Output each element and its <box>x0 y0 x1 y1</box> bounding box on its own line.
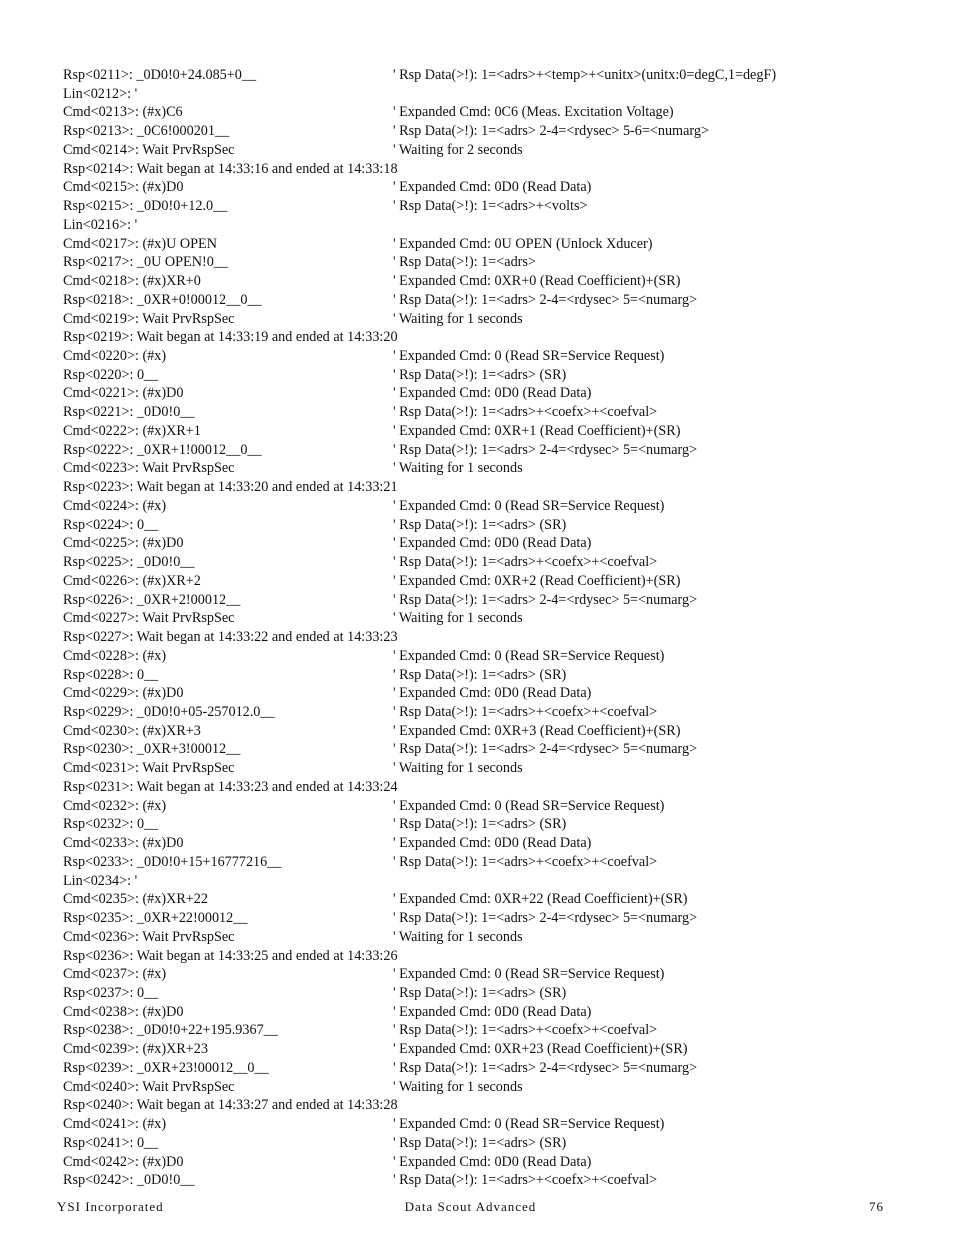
log-command: Rsp<0211>: _0D0!0+24.085+0__ <box>63 67 257 83</box>
log-comment: ' Expanded Cmd: 0 (Read SR=Service Request) <box>393 1116 665 1133</box>
log-line <box>63 703 893 722</box>
log-comment: ' Waiting for 1 seconds <box>393 760 523 777</box>
log-line <box>63 815 893 834</box>
log-line <box>63 366 893 385</box>
log-line <box>63 403 893 422</box>
log-command: Rsp<0239>: _0XR+23!00012__0__ <box>63 1059 269 1076</box>
log-line <box>63 628 893 647</box>
log-comment: ' Rsp Data(>!): 1=<adrs>+<coefx>+<coefval> <box>393 703 658 720</box>
log-comment: ' Expanded Cmd: 0U OPEN (Unlock Xducer) <box>393 235 653 252</box>
log-command: Rsp<0237>: 0__ <box>63 984 159 1001</box>
log-line <box>63 459 893 478</box>
log-line <box>63 1115 893 1134</box>
log-comment: ' Expanded Cmd: 0 (Read SR=Service Request) <box>393 497 665 514</box>
log-comment: ' Expanded Cmd: 0D0 (Read Data) <box>393 385 592 402</box>
log-line <box>63 253 893 272</box>
log-command: Rsp<0232>: 0__ <box>63 816 159 833</box>
log-line <box>63 1021 893 1040</box>
log-line <box>63 740 893 759</box>
log-comment: ' Expanded Cmd: 0XR+3 (Read Coefficient)+(SR) <box>393 722 681 739</box>
log-command: Rsp<0225>: _0D0!0__ <box>63 554 195 571</box>
log-command: Cmd<0239>: (#x)XR+23 <box>63 1041 208 1058</box>
log-comment: ' Expanded Cmd: 0D0 (Read Data) <box>393 179 592 196</box>
log-command: Cmd<0229>: (#x)D0 <box>63 685 184 702</box>
log-command: Rsp<0233>: _0D0!0+15+16777216__ <box>63 853 282 870</box>
log-comment: ' Rsp Data(>!): 1=<adrs>+<coefx>+<coefval> <box>393 1172 658 1189</box>
log-comment: ' Rsp Data(>!): 1=<adrs> 2-4=<rdysec> 5=<numarg> <box>393 291 698 308</box>
log-command: Rsp<0242>: _0D0!0__ <box>63 1172 195 1189</box>
log-line <box>63 890 893 909</box>
log-line <box>63 1078 893 1097</box>
log-command: Cmd<0223>: Wait PrvRspSec <box>63 460 235 477</box>
log-command: Rsp<0229>: _0D0!0+05-257012.0__ <box>63 703 275 720</box>
log-line <box>63 178 893 197</box>
log-line <box>63 1003 893 1022</box>
log-comment: ' Expanded Cmd: 0D0 (Read Data) <box>393 1153 592 1170</box>
log-command: Rsp<0241>: 0__ <box>63 1134 159 1151</box>
log-command: Cmd<0237>: (#x) <box>63 966 167 983</box>
log-line <box>63 572 893 591</box>
log-comment: ' Rsp Data(>!): 1=<adrs> (SR) <box>393 984 567 1001</box>
log-command: Cmd<0217>: (#x)U OPEN <box>63 235 217 252</box>
log-line <box>63 1096 893 1115</box>
log-comment: ' Rsp Data(>!): 1=<adrs>+<coefx>+<coefval> <box>393 554 658 571</box>
log-line <box>63 609 893 628</box>
log-command: Cmd<0214>: Wait PrvRspSec <box>63 141 235 158</box>
log-command: Cmd<0238>: (#x)D0 <box>63 1003 184 1020</box>
log-command: Rsp<0231>: Wait began at 14:33:23 and ended at 14:33:24 <box>63 778 398 795</box>
log-comment: ' Expanded Cmd: 0 (Read SR=Service Request) <box>393 348 665 365</box>
log-comment: ' Expanded Cmd: 0C6 (Meas. Excitation Voltage) <box>393 104 674 121</box>
log-command: Rsp<0227>: Wait began at 14:33:22 and ended at 14:33:23 <box>63 629 398 646</box>
log-line <box>63 85 893 104</box>
log-command: Cmd<0232>: (#x) <box>63 797 167 814</box>
log-command: Rsp<0230>: _0XR+3!00012__ <box>63 741 241 758</box>
log-line <box>63 497 893 516</box>
log-line <box>63 684 893 703</box>
log-command: Cmd<0240>: Wait PrvRspSec <box>63 1078 235 1095</box>
log-line <box>63 984 893 1003</box>
log-line <box>63 66 893 85</box>
log-line <box>63 122 893 141</box>
log-comment: ' Waiting for 1 seconds <box>393 610 523 627</box>
log-command: Rsp<0240>: Wait began at 14:33:27 and ended at 14:33:28 <box>63 1097 398 1114</box>
log-line <box>63 553 893 572</box>
log-comment: ' Waiting for 1 seconds <box>393 928 523 945</box>
log-comment: ' Expanded Cmd: 0XR+1 (Read Coefficient)+(SR) <box>393 422 681 439</box>
log-comment: ' Expanded Cmd: 0 (Read SR=Service Request) <box>393 797 665 814</box>
log-comment: ' Rsp Data(>!): 1=<adrs> (SR) <box>393 1134 567 1151</box>
log-command: Rsp<0215>: _0D0!0+12.0__ <box>63 198 228 215</box>
log-command: Lin<0212>: ' <box>63 85 138 102</box>
log-command: Rsp<0219>: Wait began at 14:33:19 and ended at 14:33:20 <box>63 329 398 346</box>
log-comment: ' Rsp Data(>!): 1=<adrs>+<volts> <box>393 198 588 215</box>
log-comment: ' Rsp Data(>!): 1=<adrs> (SR) <box>393 366 567 383</box>
log-line <box>63 797 893 816</box>
log-line <box>63 909 893 928</box>
log-comment: ' Rsp Data(>!): 1=<adrs> <box>393 254 536 271</box>
log-line <box>63 1171 893 1190</box>
log-command: Cmd<0227>: Wait PrvRspSec <box>63 610 235 627</box>
log-line <box>63 947 893 966</box>
log-comment: ' Rsp Data(>!): 1=<adrs> 2-4=<rdysec> 5=<numarg> <box>393 910 698 927</box>
log-comment: ' Rsp Data(>!): 1=<adrs> 2-4=<rdysec> 5=<numarg> <box>393 591 698 608</box>
log-comment: ' Rsp Data(>!): 1=<adrs>+<temp>+<unitx>(unitx:0=degC,1=degF) <box>393 67 777 83</box>
log-command: Rsp<0224>: 0__ <box>63 516 159 533</box>
log-line <box>63 834 893 853</box>
log-command: Lin<0234>: ' <box>63 872 138 889</box>
log-command: Cmd<0228>: (#x) <box>63 647 167 664</box>
log-line <box>63 347 893 366</box>
log-command: Rsp<0221>: _0D0!0__ <box>63 404 195 421</box>
log-comment: ' Waiting for 2 seconds <box>393 141 523 158</box>
log-comment: ' Rsp Data(>!): 1=<adrs> 2-4=<rdysec> 5-6=<numarg> <box>393 123 709 140</box>
footer-product: Data Scout Advanced <box>404 1199 537 1214</box>
page-footer <box>57 1199 884 1217</box>
log-comment: ' Expanded Cmd: 0XR+22 (Read Coefficient)+(SR) <box>393 891 688 908</box>
log-command: Rsp<0238>: _0D0!0+22+195.9367__ <box>63 1022 278 1039</box>
log-command: Cmd<0242>: (#x)D0 <box>63 1153 184 1170</box>
log-line <box>63 384 893 403</box>
log-comment: ' Expanded Cmd: 0XR+23 (Read Coefficient)+(SR) <box>393 1041 688 1058</box>
log-command: Rsp<0213>: _0C6!000201__ <box>63 123 230 140</box>
log-command: Cmd<0218>: (#x)XR+0 <box>63 273 201 290</box>
log-line <box>63 1059 893 1078</box>
log-command: Cmd<0221>: (#x)D0 <box>63 385 184 402</box>
log-line <box>63 666 893 685</box>
log-comment: ' Waiting for 1 seconds <box>393 1078 523 1095</box>
log-command: Rsp<0220>: 0__ <box>63 366 159 383</box>
log-line <box>63 272 893 291</box>
log-comment: ' Expanded Cmd: 0D0 (Read Data) <box>393 685 592 702</box>
log-command: Rsp<0226>: _0XR+2!00012__ <box>63 591 241 608</box>
log-comment: ' Rsp Data(>!): 1=<adrs> 2-4=<rdysec> 5=<numarg> <box>393 741 698 758</box>
log-comment: ' Expanded Cmd: 0XR+0 (Read Coefficient)+(SR) <box>393 273 681 290</box>
log-comment: ' Rsp Data(>!): 1=<adrs>+<coefx>+<coefval> <box>393 404 658 421</box>
log-line <box>63 441 893 460</box>
log-comment: ' Rsp Data(>!): 1=<adrs> (SR) <box>393 816 567 833</box>
log-command: Rsp<0214>: Wait began at 14:33:16 and ended at 14:33:18 <box>63 160 398 177</box>
log-line <box>63 1134 893 1153</box>
log-comment: ' Rsp Data(>!): 1=<adrs>+<coefx>+<coefval> <box>393 853 658 870</box>
log-command: Cmd<0220>: (#x) <box>63 348 167 365</box>
log-line <box>63 965 893 984</box>
log-line <box>63 197 893 216</box>
log-command: Rsp<0228>: 0__ <box>63 666 159 683</box>
footer-page-number: 76 <box>869 1199 884 1214</box>
log-command: Cmd<0230>: (#x)XR+3 <box>63 722 201 739</box>
log-comment: ' Rsp Data(>!): 1=<adrs> (SR) <box>393 666 567 683</box>
log-comment: ' Expanded Cmd: 0D0 (Read Data) <box>393 835 592 852</box>
log-line <box>63 516 893 535</box>
log-line <box>63 778 893 797</box>
log-command: Rsp<0218>: _0XR+0!00012__0__ <box>63 291 262 308</box>
log-command: Cmd<0241>: (#x) <box>63 1116 167 1133</box>
log-comment: ' Rsp Data(>!): 1=<adrs> 2-4=<rdysec> 5=<numarg> <box>393 441 698 458</box>
log-line <box>63 328 893 347</box>
log-line <box>63 291 893 310</box>
log-command: Rsp<0217>: _0U OPEN!0__ <box>63 254 228 271</box>
log-line <box>63 1040 893 1059</box>
log-command: Rsp<0236>: Wait began at 14:33:25 and ended at 14:33:26 <box>63 947 398 964</box>
log-command: Cmd<0231>: Wait PrvRspSec <box>63 760 235 777</box>
log-line <box>63 591 893 610</box>
footer-company: YSI Incorporated <box>57 1199 164 1214</box>
log-comment: ' Expanded Cmd: 0XR+2 (Read Coefficient)+(SR) <box>393 572 681 589</box>
log-command: Rsp<0235>: _0XR+22!00012__ <box>63 910 248 927</box>
log-line <box>63 647 893 666</box>
log-line <box>63 235 893 254</box>
log-line <box>63 853 893 872</box>
log-command: Cmd<0222>: (#x)XR+1 <box>63 422 201 439</box>
log-command: Cmd<0226>: (#x)XR+2 <box>63 572 201 589</box>
log-comment: ' Expanded Cmd: 0 (Read SR=Service Request) <box>393 966 665 983</box>
log-command: Cmd<0236>: Wait PrvRspSec <box>63 928 235 945</box>
log-line <box>63 759 893 778</box>
log-listing <box>63 66 893 1190</box>
log-line <box>63 160 893 179</box>
log-comment: ' Expanded Cmd: 0 (Read SR=Service Request) <box>393 647 665 664</box>
log-line <box>63 141 893 160</box>
log-line <box>63 722 893 741</box>
log-command: Cmd<0224>: (#x) <box>63 497 167 514</box>
log-command: Cmd<0219>: Wait PrvRspSec <box>63 310 235 327</box>
log-comment: ' Waiting for 1 seconds <box>393 460 523 477</box>
log-line <box>63 1153 893 1172</box>
log-command: Cmd<0225>: (#x)D0 <box>63 535 184 552</box>
log-command: Cmd<0233>: (#x)D0 <box>63 835 184 852</box>
log-line <box>63 928 893 947</box>
log-command: Cmd<0215>: (#x)D0 <box>63 179 184 196</box>
log-comment: ' Rsp Data(>!): 1=<adrs> 2-4=<rdysec> 5=<numarg> <box>393 1059 698 1076</box>
log-comment: ' Expanded Cmd: 0D0 (Read Data) <box>393 1003 592 1020</box>
log-command: Cmd<0235>: (#x)XR+22 <box>63 891 208 908</box>
log-comment: ' Expanded Cmd: 0D0 (Read Data) <box>393 535 592 552</box>
log-command: Rsp<0223>: Wait began at 14:33:20 and ended at 14:33:21 <box>63 479 398 496</box>
log-command: Lin<0216>: ' <box>63 216 138 233</box>
log-command: Rsp<0222>: _0XR+1!00012__0__ <box>63 441 262 458</box>
log-comment: ' Waiting for 1 seconds <box>393 310 523 327</box>
log-comment: ' Rsp Data(>!): 1=<adrs> (SR) <box>393 516 567 533</box>
log-line <box>63 422 893 441</box>
log-command: Cmd<0213>: (#x)C6 <box>63 104 183 121</box>
log-line <box>63 534 893 553</box>
log-line <box>63 872 893 891</box>
log-line <box>63 478 893 497</box>
log-line <box>63 310 893 329</box>
log-line <box>63 103 893 122</box>
log-line <box>63 216 893 235</box>
log-comment: ' Rsp Data(>!): 1=<adrs>+<coefx>+<coefval> <box>393 1022 658 1039</box>
